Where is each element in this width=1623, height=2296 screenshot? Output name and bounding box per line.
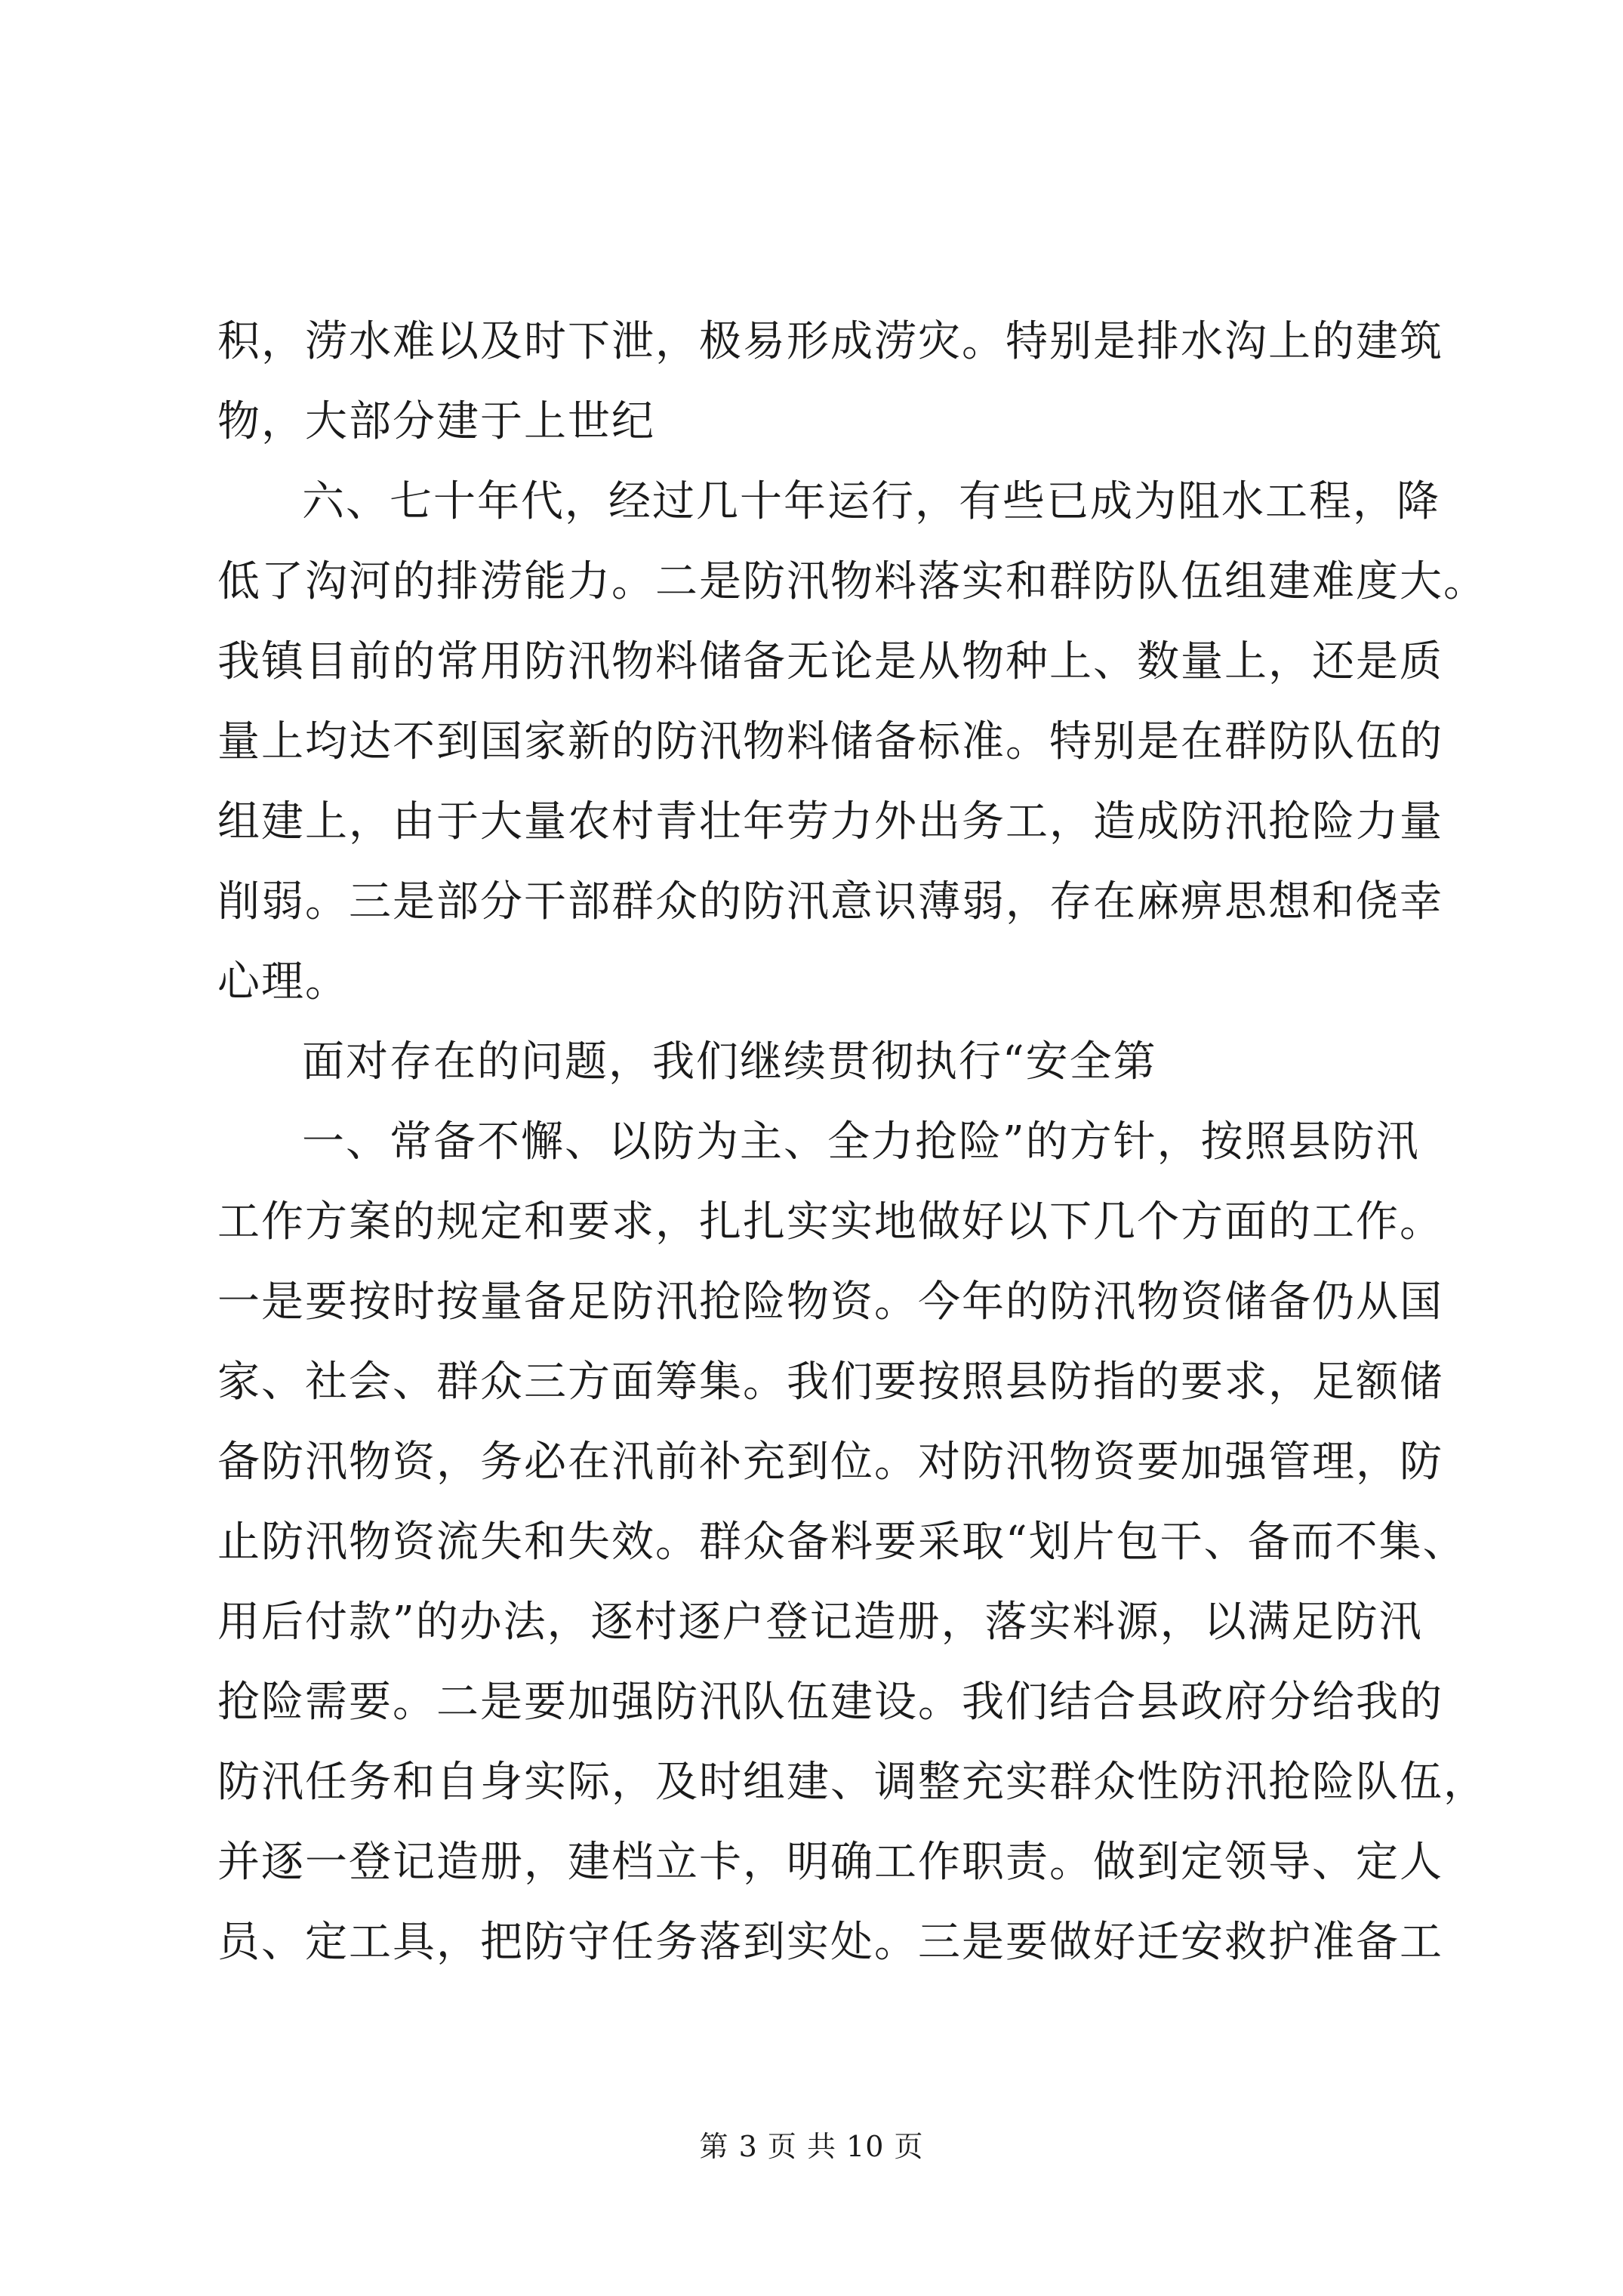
text-line: 我镇目前的常用防汛物料储备无论是从物种上、数量上，还是质 (217, 637, 1443, 686)
text-line: 家、社会、群众三方面筹集。我们要按照县防指的要求，足额储 (217, 1358, 1443, 1407)
text-line: 物，大部分建于上世纪 (217, 397, 655, 446)
text-line: 积，涝水难以及时下泄，极易形成涝灾。特别是排水沟上的建筑 (217, 317, 1443, 366)
text-line: 工作方案的规定和要求，扎扎实实地做好以下几个方面的工作。 (217, 1197, 1443, 1247)
text-line: 组建上，由于大量农村青壮年劳力外出务工，造成防汛抢险力量 (217, 797, 1443, 846)
text-line: 备防汛物资，务必在汛前补充到位。对防汛物资要加强管理，防 (217, 1438, 1443, 1487)
text-line: 削弱。三是部分干部群众的防汛意识薄弱，存在麻痹思想和侥幸 (217, 877, 1443, 926)
text-line: 用后付款”的办法，逐村逐户登记造册，落实料源，以满足防汛 (217, 1598, 1423, 1647)
text-line: 并逐一登记造册，建档立卡，明确工作职责。做到定领导、定人 (217, 1838, 1443, 1887)
text-line: 止防汛物资流失和失效。群众备料要采取“划片包干、备而不集、 (217, 1518, 1467, 1567)
text-line: 六、七十年代，经过几十年运行，有些已成为阻水工程，降 (302, 477, 1440, 526)
body-text (217, 302, 1487, 1983)
text-line: 抢险需要。二是要加强防汛队伍建设。我们结合县政府分给我的 (217, 1678, 1443, 1727)
text-line: 心理。 (217, 957, 349, 1006)
page-footer: 第 3 页 共 10 页 (699, 2130, 924, 2163)
text-line: 一、常备不懈、以防为主、全力抢险”的方针，按照县防汛 (302, 1117, 1420, 1166)
text-line: 员、定工具，把防守任务落到实处。三是要做好迁安救护准备工 (217, 1918, 1443, 1967)
text-line: 低了沟河的排涝能力。二是防汛物料落实和群防队伍组建难度大。 (217, 557, 1487, 606)
text-line: 面对存在的问题，我们继续贯彻执行“安全第 (302, 1037, 1157, 1086)
text-line: 防汛任务和自身实际，及时组建、调整充实群众性防汛抢险队伍， (217, 1758, 1487, 1807)
text-line: 量上均达不到国家新的防汛物料储备标准。特别是在群防队伍的 (217, 717, 1443, 766)
text-line: 一是要按时按量备足防汛抢险物资。今年的防汛物资储备仍从国 (217, 1277, 1443, 1327)
